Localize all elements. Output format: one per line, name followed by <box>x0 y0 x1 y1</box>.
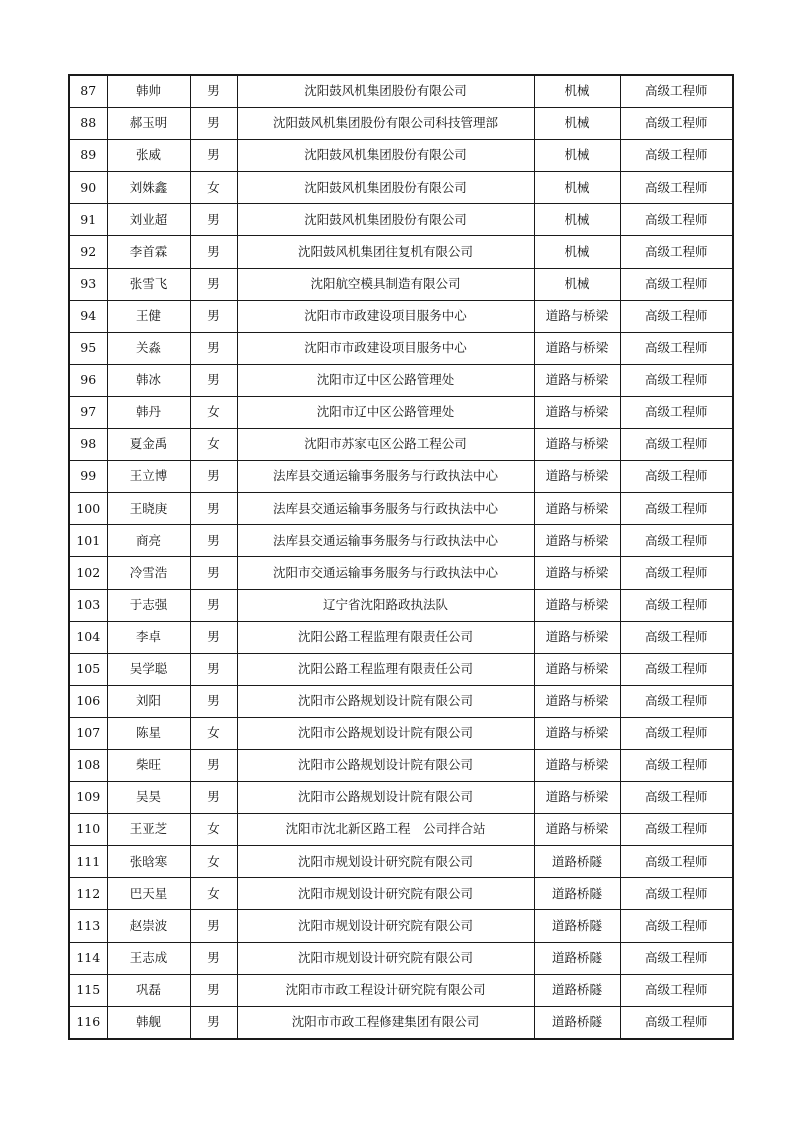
name-cell: 王晓庚 <box>107 493 190 525</box>
name-cell: 柴旺 <box>107 749 190 781</box>
qualification-title-cell: 高级工程师 <box>620 974 733 1006</box>
gender-cell: 男 <box>190 268 237 300</box>
row-number-cell: 101 <box>69 525 107 557</box>
employer-cell: 沈阳鼓风机集团股份有限公司 <box>237 204 534 236</box>
employer-cell: 沈阳鼓风机集团股份有限公司 <box>237 75 534 108</box>
table-row <box>69 140 733 172</box>
table-row <box>69 942 733 974</box>
gender-cell: 男 <box>190 332 237 364</box>
name-cell: 韩冰 <box>107 364 190 396</box>
qualification-title-cell: 高级工程师 <box>620 717 733 749</box>
employer-cell: 沈阳市苏家屯区公路工程公司 <box>237 429 534 461</box>
table-row <box>69 525 733 557</box>
employer-cell: 沈阳市规划设计研究院有限公司 <box>237 878 534 910</box>
table-row <box>69 846 733 878</box>
specialty-cell: 道路与桥梁 <box>534 782 620 814</box>
table-row <box>69 621 733 653</box>
gender-cell: 女 <box>190 172 237 204</box>
specialty-cell: 道路桥隧 <box>534 878 620 910</box>
table-row <box>69 974 733 1006</box>
name-cell: 冷雪浩 <box>107 557 190 589</box>
employer-cell: 沈阳市辽中区公路管理处 <box>237 396 534 428</box>
table-row <box>69 364 733 396</box>
table-row <box>69 236 733 268</box>
name-cell: 韩舰 <box>107 1006 190 1039</box>
name-cell: 张威 <box>107 140 190 172</box>
gender-cell: 女 <box>190 814 237 846</box>
row-number-cell: 93 <box>69 268 107 300</box>
table-row <box>69 461 733 493</box>
table-row <box>69 878 733 910</box>
qualification-title-cell: 高级工程师 <box>620 878 733 910</box>
specialty-cell: 机械 <box>534 268 620 300</box>
specialty-cell: 机械 <box>534 236 620 268</box>
qualification-title-cell: 高级工程师 <box>620 589 733 621</box>
qualification-title-cell: 高级工程师 <box>620 236 733 268</box>
employer-cell: 沈阳市公路规划设计院有限公司 <box>237 717 534 749</box>
row-number-cell: 100 <box>69 493 107 525</box>
employer-cell: 沈阳市市政工程设计研究院有限公司 <box>237 974 534 1006</box>
employer-cell: 沈阳市市政建设项目服务中心 <box>237 300 534 332</box>
row-number-cell: 102 <box>69 557 107 589</box>
specialty-cell: 道路与桥梁 <box>534 364 620 396</box>
qualification-title-cell: 高级工程师 <box>620 461 733 493</box>
name-cell: 赵崇波 <box>107 910 190 942</box>
qualification-title-cell: 高级工程师 <box>620 396 733 428</box>
employer-cell: 沈阳公路工程监理有限责任公司 <box>237 653 534 685</box>
qualification-title-cell: 高级工程师 <box>620 846 733 878</box>
qualification-title-cell: 高级工程师 <box>620 942 733 974</box>
gender-cell: 男 <box>190 589 237 621</box>
row-number-cell: 109 <box>69 782 107 814</box>
table-row <box>69 204 733 236</box>
employer-cell: 沈阳市公路规划设计院有限公司 <box>237 749 534 781</box>
row-number-cell: 95 <box>69 332 107 364</box>
table-row <box>69 172 733 204</box>
specialty-cell: 道路与桥梁 <box>534 589 620 621</box>
table-row <box>69 557 733 589</box>
employer-cell: 法库县交通运输事务服务与行政执法中心 <box>237 493 534 525</box>
gender-cell: 女 <box>190 396 237 428</box>
specialty-cell: 道路桥隧 <box>534 1006 620 1039</box>
specialty-cell: 机械 <box>534 140 620 172</box>
employer-cell: 沈阳鼓风机集团股份有限公司科技管理部 <box>237 108 534 140</box>
gender-cell: 男 <box>190 621 237 653</box>
table-row <box>69 75 733 108</box>
specialty-cell: 机械 <box>534 204 620 236</box>
table-row <box>69 653 733 685</box>
specialty-cell: 道路与桥梁 <box>534 685 620 717</box>
employer-cell: 沈阳航空模具制造有限公司 <box>237 268 534 300</box>
row-number-cell: 110 <box>69 814 107 846</box>
row-number-cell: 88 <box>69 108 107 140</box>
qualification-title-cell: 高级工程师 <box>620 910 733 942</box>
qualification-title-cell: 高级工程师 <box>620 493 733 525</box>
row-number-cell: 108 <box>69 749 107 781</box>
table-row <box>69 268 733 300</box>
gender-cell: 男 <box>190 557 237 589</box>
row-number-cell: 90 <box>69 172 107 204</box>
specialty-cell: 道路与桥梁 <box>534 557 620 589</box>
name-cell: 郝玉明 <box>107 108 190 140</box>
gender-cell: 男 <box>190 782 237 814</box>
table-row <box>69 589 733 621</box>
table-row <box>69 332 733 364</box>
employer-cell: 法库县交通运输事务服务与行政执法中心 <box>237 525 534 557</box>
table-row <box>69 493 733 525</box>
name-cell: 李首霖 <box>107 236 190 268</box>
specialty-cell: 道路与桥梁 <box>534 461 620 493</box>
qualification-title-cell: 高级工程师 <box>620 332 733 364</box>
gender-cell: 男 <box>190 942 237 974</box>
employer-cell: 沈阳鼓风机集团股份有限公司 <box>237 172 534 204</box>
name-cell: 巴天星 <box>107 878 190 910</box>
gender-cell: 男 <box>190 525 237 557</box>
qualification-title-cell: 高级工程师 <box>620 782 733 814</box>
gender-cell: 女 <box>190 846 237 878</box>
row-number-cell: 103 <box>69 589 107 621</box>
gender-cell: 女 <box>190 429 237 461</box>
personnel-table <box>68 74 734 1040</box>
qualification-title-cell: 高级工程师 <box>620 557 733 589</box>
specialty-cell: 道路桥隧 <box>534 974 620 1006</box>
gender-cell: 男 <box>190 236 237 268</box>
qualification-title-cell: 高级工程师 <box>620 75 733 108</box>
name-cell: 夏金禹 <box>107 429 190 461</box>
name-cell: 吴昊 <box>107 782 190 814</box>
row-number-cell: 89 <box>69 140 107 172</box>
row-number-cell: 97 <box>69 396 107 428</box>
gender-cell: 男 <box>190 493 237 525</box>
name-cell: 吴学聪 <box>107 653 190 685</box>
specialty-cell: 道路与桥梁 <box>534 717 620 749</box>
employer-cell: 沈阳市公路规划设计院有限公司 <box>237 685 534 717</box>
gender-cell: 男 <box>190 140 237 172</box>
row-number-cell: 99 <box>69 461 107 493</box>
name-cell: 王健 <box>107 300 190 332</box>
row-number-cell: 115 <box>69 974 107 1006</box>
row-number-cell: 96 <box>69 364 107 396</box>
gender-cell: 男 <box>190 300 237 332</box>
specialty-cell: 道路桥隧 <box>534 910 620 942</box>
specialty-cell: 道路与桥梁 <box>534 332 620 364</box>
specialty-cell: 道路与桥梁 <box>534 429 620 461</box>
qualification-title-cell: 高级工程师 <box>620 621 733 653</box>
qualification-title-cell: 高级工程师 <box>620 685 733 717</box>
name-cell: 王志成 <box>107 942 190 974</box>
qualification-title-cell: 高级工程师 <box>620 140 733 172</box>
row-number-cell: 114 <box>69 942 107 974</box>
table-row <box>69 1006 733 1039</box>
specialty-cell: 机械 <box>534 108 620 140</box>
row-number-cell: 98 <box>69 429 107 461</box>
qualification-title-cell: 高级工程师 <box>620 814 733 846</box>
name-cell: 刘姝鑫 <box>107 172 190 204</box>
qualification-title-cell: 高级工程师 <box>620 268 733 300</box>
specialty-cell: 道路与桥梁 <box>534 621 620 653</box>
row-number-cell: 105 <box>69 653 107 685</box>
name-cell: 关淼 <box>107 332 190 364</box>
gender-cell: 男 <box>190 749 237 781</box>
specialty-cell: 道路与桥梁 <box>534 814 620 846</box>
specialty-cell: 道路与桥梁 <box>534 493 620 525</box>
name-cell: 刘业超 <box>107 204 190 236</box>
row-number-cell: 113 <box>69 910 107 942</box>
table-row <box>69 814 733 846</box>
name-cell: 韩帅 <box>107 75 190 108</box>
row-number-cell: 112 <box>69 878 107 910</box>
employer-cell: 沈阳市规划设计研究院有限公司 <box>237 846 534 878</box>
name-cell: 王立博 <box>107 461 190 493</box>
name-cell: 刘阳 <box>107 685 190 717</box>
employer-cell: 沈阳市交通运输事务服务与行政执法中心 <box>237 557 534 589</box>
specialty-cell: 道路与桥梁 <box>534 396 620 428</box>
employer-cell: 沈阳市辽中区公路管理处 <box>237 364 534 396</box>
qualification-title-cell: 高级工程师 <box>620 429 733 461</box>
table-row <box>69 782 733 814</box>
gender-cell: 女 <box>190 878 237 910</box>
row-number-cell: 94 <box>69 300 107 332</box>
table-row <box>69 910 733 942</box>
name-cell: 李卓 <box>107 621 190 653</box>
name-cell: 商亮 <box>107 525 190 557</box>
table-row <box>69 685 733 717</box>
row-number-cell: 91 <box>69 204 107 236</box>
qualification-title-cell: 高级工程师 <box>620 172 733 204</box>
employer-cell: 辽宁省沈阳路政执法队 <box>237 589 534 621</box>
qualification-title-cell: 高级工程师 <box>620 108 733 140</box>
table-row <box>69 429 733 461</box>
employer-cell: 沈阳市公路规划设计院有限公司 <box>237 782 534 814</box>
gender-cell: 男 <box>190 653 237 685</box>
personnel-table-body <box>69 75 733 1039</box>
gender-cell: 女 <box>190 717 237 749</box>
qualification-title-cell: 高级工程师 <box>620 300 733 332</box>
row-number-cell: 106 <box>69 685 107 717</box>
table-row <box>69 717 733 749</box>
employer-cell: 沈阳市市政建设项目服务中心 <box>237 332 534 364</box>
row-number-cell: 107 <box>69 717 107 749</box>
name-cell: 巩磊 <box>107 974 190 1006</box>
gender-cell: 男 <box>190 75 237 108</box>
employer-cell: 沈阳鼓风机集团股份有限公司 <box>237 140 534 172</box>
gender-cell: 男 <box>190 108 237 140</box>
employer-cell: 沈阳市沈北新区路工程 公司拌合站 <box>237 814 534 846</box>
specialty-cell: 道路桥隧 <box>534 942 620 974</box>
name-cell: 王亚芝 <box>107 814 190 846</box>
specialty-cell: 道路与桥梁 <box>534 653 620 685</box>
name-cell: 于志强 <box>107 589 190 621</box>
qualification-title-cell: 高级工程师 <box>620 364 733 396</box>
row-number-cell: 92 <box>69 236 107 268</box>
table-row <box>69 396 733 428</box>
specialty-cell: 机械 <box>534 172 620 204</box>
gender-cell: 男 <box>190 1006 237 1039</box>
gender-cell: 男 <box>190 910 237 942</box>
row-number-cell: 104 <box>69 621 107 653</box>
name-cell: 韩丹 <box>107 396 190 428</box>
employer-cell: 沈阳市规划设计研究院有限公司 <box>237 910 534 942</box>
qualification-title-cell: 高级工程师 <box>620 1006 733 1039</box>
name-cell: 张雪飞 <box>107 268 190 300</box>
gender-cell: 男 <box>190 685 237 717</box>
qualification-title-cell: 高级工程师 <box>620 653 733 685</box>
employer-cell: 沈阳鼓风机集团往复机有限公司 <box>237 236 534 268</box>
specialty-cell: 道路与桥梁 <box>534 525 620 557</box>
name-cell: 陈星 <box>107 717 190 749</box>
qualification-title-cell: 高级工程师 <box>620 525 733 557</box>
gender-cell: 男 <box>190 364 237 396</box>
row-number-cell: 111 <box>69 846 107 878</box>
table-row <box>69 300 733 332</box>
employer-cell: 沈阳市市政工程修建集团有限公司 <box>237 1006 534 1039</box>
gender-cell: 男 <box>190 204 237 236</box>
specialty-cell: 道路桥隧 <box>534 846 620 878</box>
name-cell: 张晗寒 <box>107 846 190 878</box>
gender-cell: 男 <box>190 974 237 1006</box>
specialty-cell: 道路与桥梁 <box>534 300 620 332</box>
row-number-cell: 116 <box>69 1006 107 1039</box>
specialty-cell: 道路与桥梁 <box>534 749 620 781</box>
qualification-title-cell: 高级工程师 <box>620 749 733 781</box>
employer-cell: 法库县交通运输事务服务与行政执法中心 <box>237 461 534 493</box>
employer-cell: 沈阳公路工程监理有限责任公司 <box>237 621 534 653</box>
qualification-title-cell: 高级工程师 <box>620 204 733 236</box>
row-number-cell: 87 <box>69 75 107 108</box>
table-row <box>69 749 733 781</box>
table-row <box>69 108 733 140</box>
specialty-cell: 机械 <box>534 75 620 108</box>
employer-cell: 沈阳市规划设计研究院有限公司 <box>237 942 534 974</box>
gender-cell: 男 <box>190 461 237 493</box>
